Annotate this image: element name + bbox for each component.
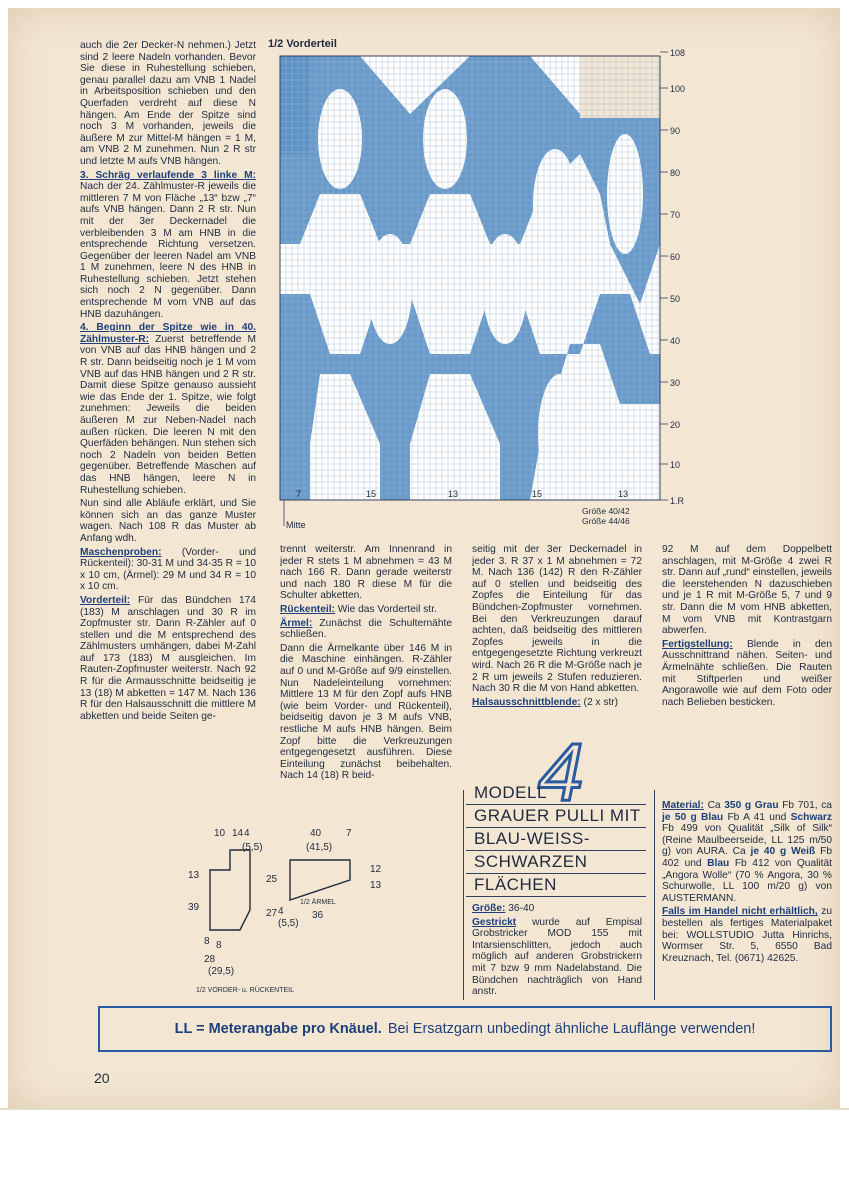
section-text: Nach der 24. Zählmuster-R jeweils die mittleren 7 M von Fläche „13“ bzw „7“ aufs VNB hängen. Dann 2 R str. Nun mit der 3er Deckernadel die verbleibenden 3 M am HNB in die entsprechende Richtung versetzen. Gegenüber der leeren Nadel am VNB 1 M zunehmen, leere N des HNB in Ruhestellung schieben. Jetzt stehen sich noch 2 N gegenüber. Dann entsprechende M vom VNB auf das HNB dazuhängen. (80, 181, 256, 320)
body-measure: 4 (244, 828, 250, 839)
yarn-amount: je 50 g Blau (662, 811, 724, 823)
model-title (466, 782, 646, 897)
paragraph: 92 M auf dem Doppelbett anschlagen, mit M-Größe 4 zwei R str. Dann auf „rund“ einstellen, jeweils die leerstehenden N dazuschieben und je 1 R mit M-Größe 5, 7 und 9 str. Dann die M vom HNB abketten, M vom VNB mit Kontrastgarn abwerfen. (662, 544, 832, 637)
section-heading: Fertigstellung: (662, 638, 733, 650)
pattern-schematic (180, 820, 400, 1000)
sleeve-outline (290, 860, 350, 900)
body-measure: 14 (232, 828, 244, 839)
section-text: (2 x str) (583, 696, 619, 708)
body-measure: 39 (188, 902, 200, 913)
yarn-amount: je 40 g Weiß (750, 846, 816, 858)
model-title-line: SCHWARZEN (466, 851, 646, 874)
body-measure: (29,5) (208, 966, 235, 977)
row-mark-label: 1.R (670, 496, 685, 506)
model-title-line: BLAU-WEISS- (466, 828, 646, 851)
paragraph (80, 170, 256, 321)
chart-oval (533, 149, 577, 259)
paragraph (662, 800, 832, 904)
row-mark-label: 90 (670, 126, 681, 136)
section-text: Fb 412 von Qualität „Angora Wolle“ (70 % Angora, 30 % Schurwolle, LL 100 m/20 g) von AUSTERMANN. (662, 857, 832, 904)
column-count-label: 7 (296, 489, 302, 499)
sleeve-measure: 12 (370, 864, 382, 875)
section-text: Fb A 41 und (727, 811, 787, 823)
yarn-amount: Schwarz (790, 811, 832, 823)
section-heading: Halsausschnittblende: (472, 696, 581, 708)
paragraph (280, 618, 452, 641)
section-text: Ca (707, 800, 721, 811)
page-edge (0, 1108, 849, 1110)
paragraph: seitig mit der 3er Deckernadel in jeder 3. R 37 x 1 M abnehmen = 72 M. Nach 136 (142) R den R-Zähler auf 0 stellen und beidseitig des Zopfes die Einteilung für das Bündchen-Zopfmuster vornehmen. Bei den Verkreuzungen darauf achten, daß beidseitig des mittleren Zopfes jeweils in die entgegengesetzte Richtung verkreuzt wird. Nach 26 R die M-Größe nach je 2 R um jeweils 2 Stufen reduzieren. Nach 30 R die M von Hand abketten. (472, 544, 642, 695)
row-mark-label: 50 (670, 294, 681, 304)
paragraph (280, 604, 452, 616)
paragraph (80, 547, 256, 593)
model-title-line: FLÄCHEN (466, 874, 646, 897)
section-text: Zuerst betreffende M von VNB auf das HNB hängen und 2 R str. Dann beidseitig noch je 1 M vom VNB auf das HNB hängen und 2 R str. Damit diese Spitze genauso aussieht wie das Ende der 1. Spitze, wie folgt zunehmen: Jeweils die beiden äußeren M zur Neben-Nadel nach außen rücken. Die leeren N mit den Querfäden behängen. Nun stehen sich noch 2 Nadeln von beiden Betten gegenüber. Betreffende Maschen auf das HNB hängen, leere N in Ruhestellung schieben. (80, 333, 256, 496)
groesse-block (472, 903, 642, 1000)
section-text: wurde auf Empisal Grobstricker MOD 155 mit Intarsienschlitten, jedoch auch möglich auf anderen Grobstrickern mit 7 bzw 9 mm Nadelabstand. Die Bündchen nachträglich von Hand anstr. (472, 916, 642, 998)
column-count-label: 15 (532, 489, 543, 499)
paragraph (472, 903, 642, 915)
section-heading: Material: (662, 800, 704, 811)
paragraph (662, 639, 832, 709)
text-column-3 (472, 544, 642, 710)
column-count-label: 13 (448, 489, 459, 499)
section-heading: 3. Schräg verlaufende 3 linke M: (80, 169, 256, 181)
column-count-label: 15 (366, 489, 377, 499)
body-outline (210, 850, 250, 930)
section-heading: 4. Beginn der Spitze wie in 40. Zählmuster-R: (80, 322, 256, 345)
text-column-4 (662, 544, 832, 710)
svg-text:4: 4 (538, 728, 584, 808)
row-mark-label: 70 (670, 210, 681, 220)
yarn-amount: Blau (707, 857, 730, 869)
section-text: Zunächst die Schulternähte schließen. (280, 617, 452, 641)
row-mark-label: 80 (670, 168, 681, 178)
model-title-line: MODELL (466, 782, 646, 805)
yarn-length-banner (98, 1006, 832, 1052)
paragraph (80, 322, 256, 496)
knitting-chart (270, 44, 690, 534)
paragraph (472, 697, 642, 709)
section-heading: Rückenteil: (280, 603, 335, 615)
paragraph (472, 917, 642, 998)
body-measure: 8 (216, 940, 222, 951)
paragraph: trennt weiterstr. Am Innenrand in jeder R stets 1 M abnehmen = 43 M nach 166 R. Dann gerade weiterstr und nach 180 R diese M für die Schulter abketten. (280, 544, 452, 602)
divider (463, 790, 464, 1000)
section-text: zu bestellen als fertiges Materialpaket bei: WOLLSTUDIO Jutta Hinrichs, Wormser Str. 5, 6550 Bad Kreuznach, Tel. (0671) 42625. (662, 906, 832, 964)
mitte-label: Mitte (286, 520, 306, 530)
chart-pattern-shape (280, 56, 310, 154)
section-text: Fb 701, ca (782, 800, 832, 811)
section-heading: Ärmel: (280, 617, 313, 629)
section-heading: Gestrickt (472, 916, 517, 928)
section-heading: Vorderteil: (80, 594, 131, 606)
section-text: 36-40 (508, 903, 535, 914)
chart-title: 1/2 Vorderteil (268, 38, 337, 50)
section-text: (Vorder- und Rückenteil): 30-31 M und 34-35 R = 10 x 10 cm, (Ärmel): 29 M und 34 R = 10 x 10 cm. (80, 546, 256, 593)
body-measure: (5,5) (278, 918, 299, 929)
text-column-1 (80, 40, 256, 724)
size-label: Größe 40/42 (582, 506, 630, 516)
row-mark-label: 10 (670, 460, 681, 470)
section-heading: Größe: (472, 903, 506, 914)
section-text: Blende in den Ausschnittrand nähen. Seiten- und Ärmelnähte schließen. Die Rauten mit Stiftperlen und weißer Angorawolle wie auf dem Foto oder nach Belieben besticken. (662, 638, 832, 708)
yarn-amount: 350 g Grau (724, 800, 779, 811)
paragraph (662, 906, 832, 964)
column-count-label: 13 (618, 489, 629, 499)
section-text: Fb 402 und (662, 846, 832, 869)
section-heading: Maschenproben: (80, 546, 162, 558)
body-measure: 10 (214, 828, 226, 839)
chart-oval (483, 234, 527, 344)
page-number: 20 (94, 1070, 110, 1086)
row-mark-label: 30 (670, 378, 681, 388)
section-text: Wie das Vorderteil str. (337, 603, 437, 615)
paragraph: Nun sind alle Abläufe erklärt, und Sie können sich an das ganze Muster wagen. Nach 108 R das Muster ab Anfang wdh. (80, 498, 256, 544)
material-block (662, 800, 832, 966)
row-mark-label: 108 (670, 48, 686, 58)
body-measure: 4 (278, 906, 284, 917)
body-measure: 13 (188, 870, 200, 881)
sleeve-measure: 13 (370, 880, 382, 891)
text-column-2 (280, 544, 452, 784)
sleeve-measure: 36 (312, 910, 324, 921)
body-measure: (5,5) (242, 842, 263, 853)
body-schematic-label: 1/2 VORDER- u. RÜCKENTEIL (196, 987, 295, 994)
body-measure: 27 (266, 908, 278, 919)
row-mark-label: 100 (670, 84, 686, 94)
row-mark-label: 40 (670, 336, 681, 346)
chart-oval (368, 234, 412, 344)
section-text: Fb 499 von Qualität „Silk of Silk“ (Reine Maulbeerseide, LL 125 m/50 g) von AURA. Ca (662, 823, 832, 858)
paragraph (80, 595, 256, 723)
row-mark-label: 20 (670, 420, 681, 430)
section-text: Für das Bündchen 174 (183) M anschlagen und 30 R im Zopfmuster str. Dann R-Zähler auf 0 stellen und die M entsprechend des Zählmusters umhängen, dabei M-Zahl auf 173 (183) M ausgleichen. Im Rauten-Zopfmuster weiterstr. Nach 92 R für die Armausschnitte beidseitig je 13 (18) M abketten = 147 M. Nach 136 R für den Halsausschnitt die mittlere M abketten und beide Seiten ge- (80, 594, 256, 722)
banner-bold: LL = Meterangabe pro Knäuel. (174, 1021, 382, 1037)
sleeve-schematic-label: 1/2 ÄRMEL (300, 899, 336, 906)
divider (654, 790, 655, 1000)
banner-text: Bei Ersatzgarn unbedingt ähnliche Lauflänge verwenden! (387, 1021, 756, 1037)
size-label: Größe 44/46 (582, 516, 630, 526)
body-measure: 28 (204, 954, 216, 965)
paragraph: Dann die Ärmelkante über 146 M in die Maschine einhängen. R-Zähler auf 0 und M-Größe auf 9/9 einstellen. Nun Nadeleinteilung vornehmen: Mittlere 13 M für den Zopf aufs HNB (wie beim Vorder- und Rückenteil), beidseitig davon je 3 M aufs VNB, restliche M aufs HNB hängen. Beim Zopf bitte die Verkreuzungen entgegengesetzt ausführen. Diese Einteilung zunächst beibehalten. Nach 14 (18) R beid- (280, 642, 452, 782)
model-title-box (466, 782, 646, 897)
sleeve-measure: (41,5) (306, 842, 333, 853)
sleeve-measure: 7 (346, 828, 352, 839)
model-title-line: GRAUER PULLI MIT (466, 805, 646, 828)
section-heading: Falls im Handel nicht erhältlich, (662, 906, 818, 918)
body-measure: 8 (204, 936, 210, 947)
body-measure: 25 (266, 874, 278, 885)
row-mark-label: 60 (670, 252, 681, 262)
sleeve-measure: 40 (310, 828, 322, 839)
paragraph: auch die 2er Decker-N nehmen.) Jetzt sind 2 leere Nadeln vorhanden. Bevor Sie diese in Ruhestellung schieben, genau parallel dazu am VNB 1 Nadel in Arbeitsposition schieben und den Querfaden verdreht auf diese N hängen. Am Ende der Spitze sind noch 3 M vorhanden, jeweils die äußere M zur Mittel-M hängen = 1 M, am VNB 2 M zunehmen. Nun 2 R str und letzte M aufs VNB hängen. (80, 40, 256, 167)
